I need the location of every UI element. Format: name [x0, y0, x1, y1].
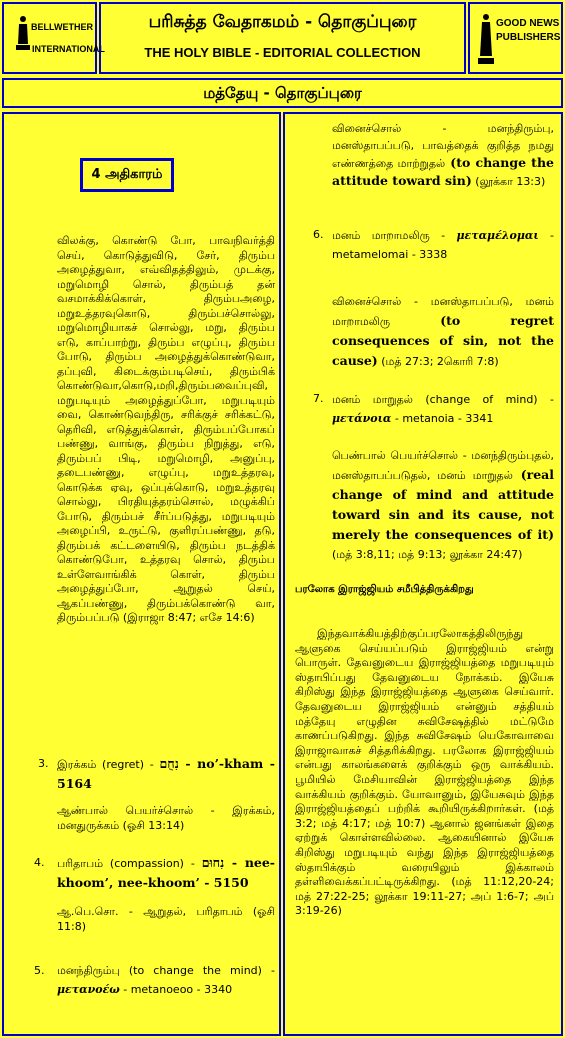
- item-7-number: 7.: [313, 392, 324, 405]
- section-body: இந்தவாக்கியத்திற்குப்பரலோகத்திலிருந்து ஆளுகை செய்யப்படும் இராஜ்ஜியம் என்று பொருள். தேவனுடைய இராஜ்ஜியத்தை மறுபடியும் ஸ்தாபிப்பது தேவனுடைய நோக்கம். இயேசு கிறிஸ்து இந்த இராஜ்ஜியத்தை ஆளுகை செய்வார். தேவனுடைய இராஜ்ஜியம் என்னும் சத்தியம் மத்தேயு எழுதின சுவிசேஷத்தில் மட்டுமே காணப்படுகிறது. இந்த சுவிசேஷம் யெகோவாவை இராஜாவாகச் சித்தரிக்கிறது. பரலோக இராஜ்ஜியம் என்பது காலங்களைக் குறிக்கும் ஒரு வாக்கியம். பூமியில் மேசியாவின் இராஜ்ஜியத்தை இந்த வாக்கியம் குறிக்கும். யோவானும், இயேசுவும் இந்த இராஜ்ஜியத்தைப் பற்றிக் கூறியிருக்கிறார்கள். (மத் 3:2; மத் 4:17; மத் 10:7) ஆனால் ஜனங்கள் இதை ஏற்றுக் கொள்ளவில்லை. ஆகையினால் இயேசு கிறிஸ்து மறுபடியும் வந்து இந்த இராஜ்ஜியத்தை ஸ்தாபிக்கும் வரையிலும் இக்காலம் தள்ளிவைக்கப்பட்டிருக்கிறது. (மத் 11:12,20-24; மத் 27:22-25; லூக்கா 19:11-27; அப் 1:6-7; அப் 3:19-26): [295, 627, 554, 918]
- logo-left-line2: INTERNATIONAL: [32, 44, 105, 54]
- angel-figure-icon: [478, 12, 494, 68]
- subtitle-box: [2, 78, 563, 108]
- item-6-number: 6.: [313, 228, 324, 241]
- item-4-desc: ஆ.பெ.சொ. - ஆறுதல், பரிதாபம் (ஓசி 11:8): [57, 905, 275, 933]
- item-4-number: 4.: [34, 856, 45, 869]
- logo-left-line1: BELLWETHER: [31, 22, 93, 32]
- item-4-title: பரிதாபம் (compassion) - נִחוּם - nee-khoom’, nee-khoom’ - 5150: [57, 855, 275, 890]
- section-heading: பரலோக இராஜ்ஜியம் சமீபித்திருக்கிறது: [295, 584, 474, 595]
- item-5-title: மனந்திரும்பு (to change the mind) - μετανοέω - metanoeoo - 3340: [57, 964, 275, 996]
- bell-figure-icon: [16, 14, 30, 52]
- item-3-number: 3.: [38, 757, 49, 770]
- item-6-desc: வினைச்சொல் - மனஸ்தாபப்படு, மனம் மாறாமலிரு (to regret consequences of sin, not the cause) (மத் 27:3; 2கொரி 7:8): [332, 295, 554, 368]
- item-7-title: மனம் மாறுதல் (change of mind) - μετάνοια - metanoia - 3341: [332, 393, 554, 425]
- logo-right-line2: PUBLISHERS: [496, 32, 561, 43]
- tamil-title: பரிசுத்த வேதாகமம் - தொகுப்புரை: [148, 12, 417, 32]
- item-5-number: 5.: [34, 964, 45, 977]
- item-7-desc: பெண்பால் பெயர்ச்சொல் - மனந்திரும்புதல், மனஸ்தாபப்படுதல், மனம் மாறுதல் (real change of mind and attitude toward sin and its cause, not merely the consequences of it) (மத் 3:8,11; மத் 9:13; லூக்கா 24:47): [332, 449, 555, 561]
- intro-paragraph: விலக்கு, கொண்டு போ, பாவநிவர்த்தி செய், கொடுத்துவிடு, சேர், திரும்ப அழைத்துவா, எவ்விதத்திலும், முடக்கு, மறுமொழி சொல், திரும்பத் தன் வசமாக்கிக்கொள், திரும்பஅழை, மறுஉத்தரவுகொடு, திரும்பச்சொல்லு, மறுமொழியாகச் சொல்லு, மறு, திரும்ப எடு, காப்பாற்று, திரும்ப எழுப்பு, திரும்ப போடு, திரும்ப அழைத்துக்கொண்டுவா, தப்புவி, கிடைக்கும்படிசெய், திரும்பிக் கொண்டுவா,கொடு,மறி,திரும்பவைப்புவி, மறுபடியும் அழைத்துப்போ, மறுபடியும் வை, கொண்டுவந்திரு, சரிக்குச் சரிக்கட்டு, தெரிவி, எடுத்துக்கொள், திரும்பப்போகப் பண்ணு, வாங்கு, திரும்ப நிறுத்து, எடு, திரும்பப் பிடி, மறுமொழி, அனுப்பு, தடைபண்ணு, எழுப்பு, மறுஉத்தரவு, கொடுக்க ஏவு, ஒப்புக்கொடு, மறுஉத்தரவு சொல்லு, பிரதியுத்தரம்சொல், மழுக்கிப் போடு, திரும்பச் சீர்ப்படுத்து, மறுபடியும் அழைப்பி, உருட்டு, குளிரப்பண்ணு, தடு, திரும்பக் கட்டளையிடு, திரும்ப நடத்திக் கொண்டுபோ, உத்தரவு சொல், திரும்ப உள்ளேவாங்கிக் கொள், திரும்ப அழைத்துப்போ, ஆறுதல் செய், ஆகப்பண்ணு, திரும்பக்கொண்டு வா, திரும்பப்படு (இராஜா 8:47; எசே 14:6): [57, 234, 275, 624]
- subtitle: மத்தேயு - தொகுப்புரை: [203, 84, 362, 102]
- bellwether-logo: [2, 2, 105, 74]
- item-3-desc: ஆண்பால் பெயர்ச்சொல் - இரக்கம், மனதுருக்கம் (ஓசி 13:14): [57, 804, 275, 832]
- right-column: [283, 112, 563, 1036]
- item-5-desc: வினைச்சொல் - மனந்திரும்பு, மனஸ்தாபப்படு, பாவத்தைக் குறித்த நமது எண்ணத்தை மாற்றுதல் (to change the attitude toward sin) (லூக்கா 13:3): [332, 122, 554, 188]
- english-title: THE HOLY BIBLE - EDITORIAL COLLECTION: [144, 45, 421, 60]
- logo-right-line1: GOOD NEWS: [496, 18, 560, 29]
- item-6-title: மனம் மாறாமலிரு - μεταμέλομαι - metamelomai - 3338: [332, 229, 554, 261]
- left-column: [2, 112, 281, 1036]
- header-title-box: [99, 2, 466, 74]
- chapter-label: 4 அதிகாரம்: [80, 158, 174, 192]
- good-news-logo: [468, 2, 563, 74]
- item-3-title: இரக்கம் (regret) - נִחֻם - no’-kham - 5164: [57, 756, 275, 791]
